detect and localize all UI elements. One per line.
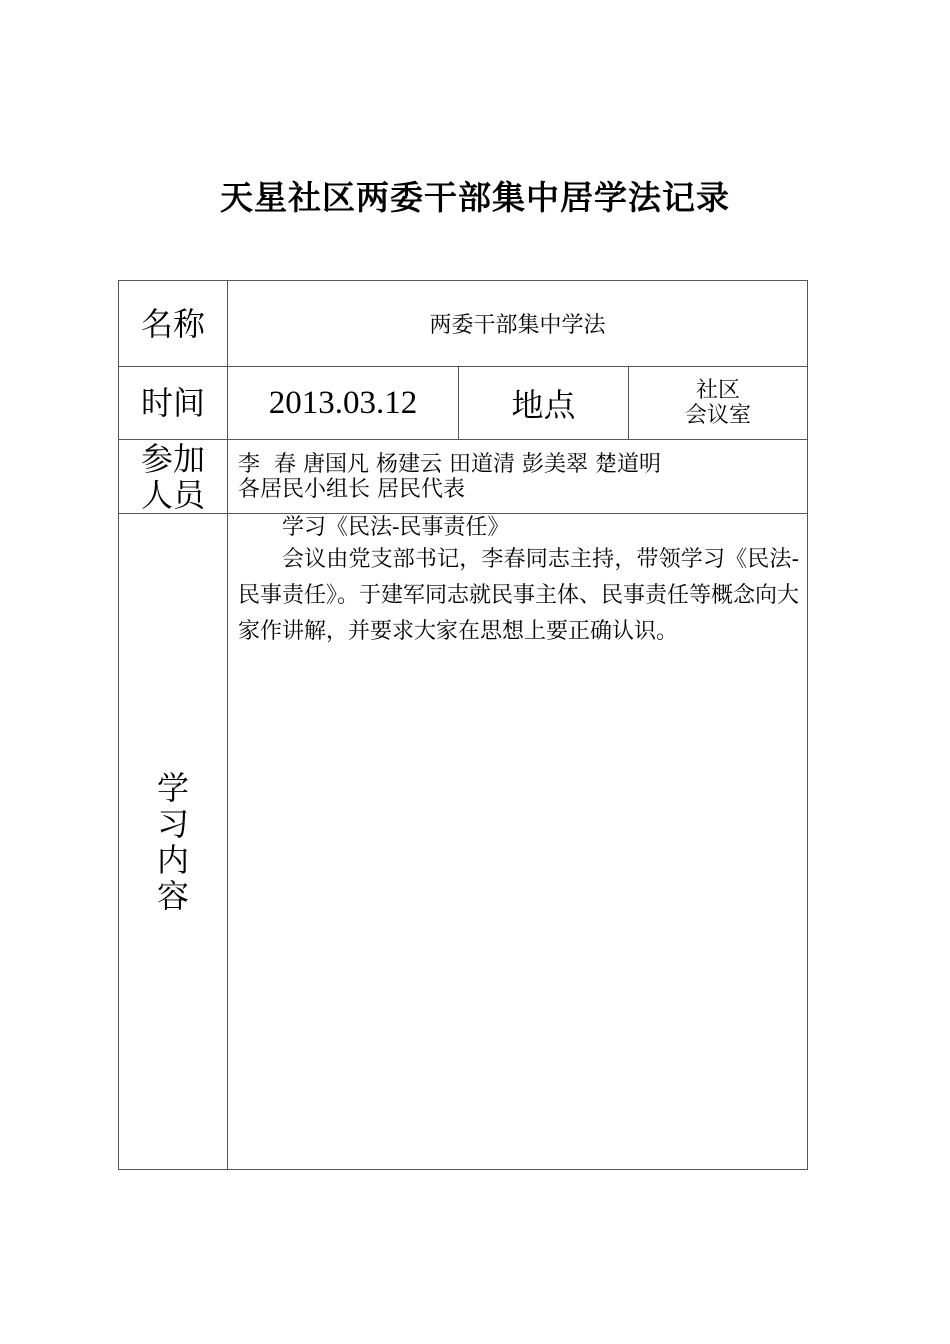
participants-value [228, 440, 808, 514]
participants-label-line2: 人员 [140, 475, 205, 514]
name-label: 名称 [119, 281, 228, 367]
time-label: 时间 [119, 367, 228, 440]
content-label-char: 容 [156, 876, 189, 915]
content-label-char: 学 [156, 768, 189, 807]
participants-label [119, 440, 228, 514]
participants-line2: 各居民小组长 居民代表 [238, 476, 465, 502]
content-body: 会议由党支部书记，李春同志主持，带领学习《民法-民事责任》。于建军同志就民事主体、民事责任等概念向大家作讲解，并要求大家在思想上要正确认识。 [238, 547, 800, 644]
participants-line1: 李 春 唐国凡 杨建云 田道清 彭美翠 楚道明 [238, 451, 661, 477]
participants-label-line1: 参加 [140, 439, 205, 478]
row-name [119, 281, 808, 367]
place-value [629, 367, 808, 440]
document-title: 天星社区两委干部集中居学法记录 [220, 178, 730, 217]
content-heading: 学习《民法-民事责任》 [282, 515, 510, 540]
place-label: 地点 [459, 367, 629, 440]
content-value [228, 514, 808, 1170]
record-table [118, 280, 808, 1170]
content-label [119, 514, 228, 1170]
time-value: 2013.03.12 [228, 367, 459, 440]
place-value-line1: 社区 [696, 378, 741, 403]
place-value-line2: 会议室 [685, 403, 752, 428]
content-label-char: 内 [156, 840, 189, 879]
content-label-char: 习 [156, 804, 189, 843]
name-value: 两委干部集中学法 [228, 281, 808, 367]
row-time-place [119, 367, 808, 440]
row-content [119, 514, 808, 1170]
row-participants [119, 440, 808, 514]
